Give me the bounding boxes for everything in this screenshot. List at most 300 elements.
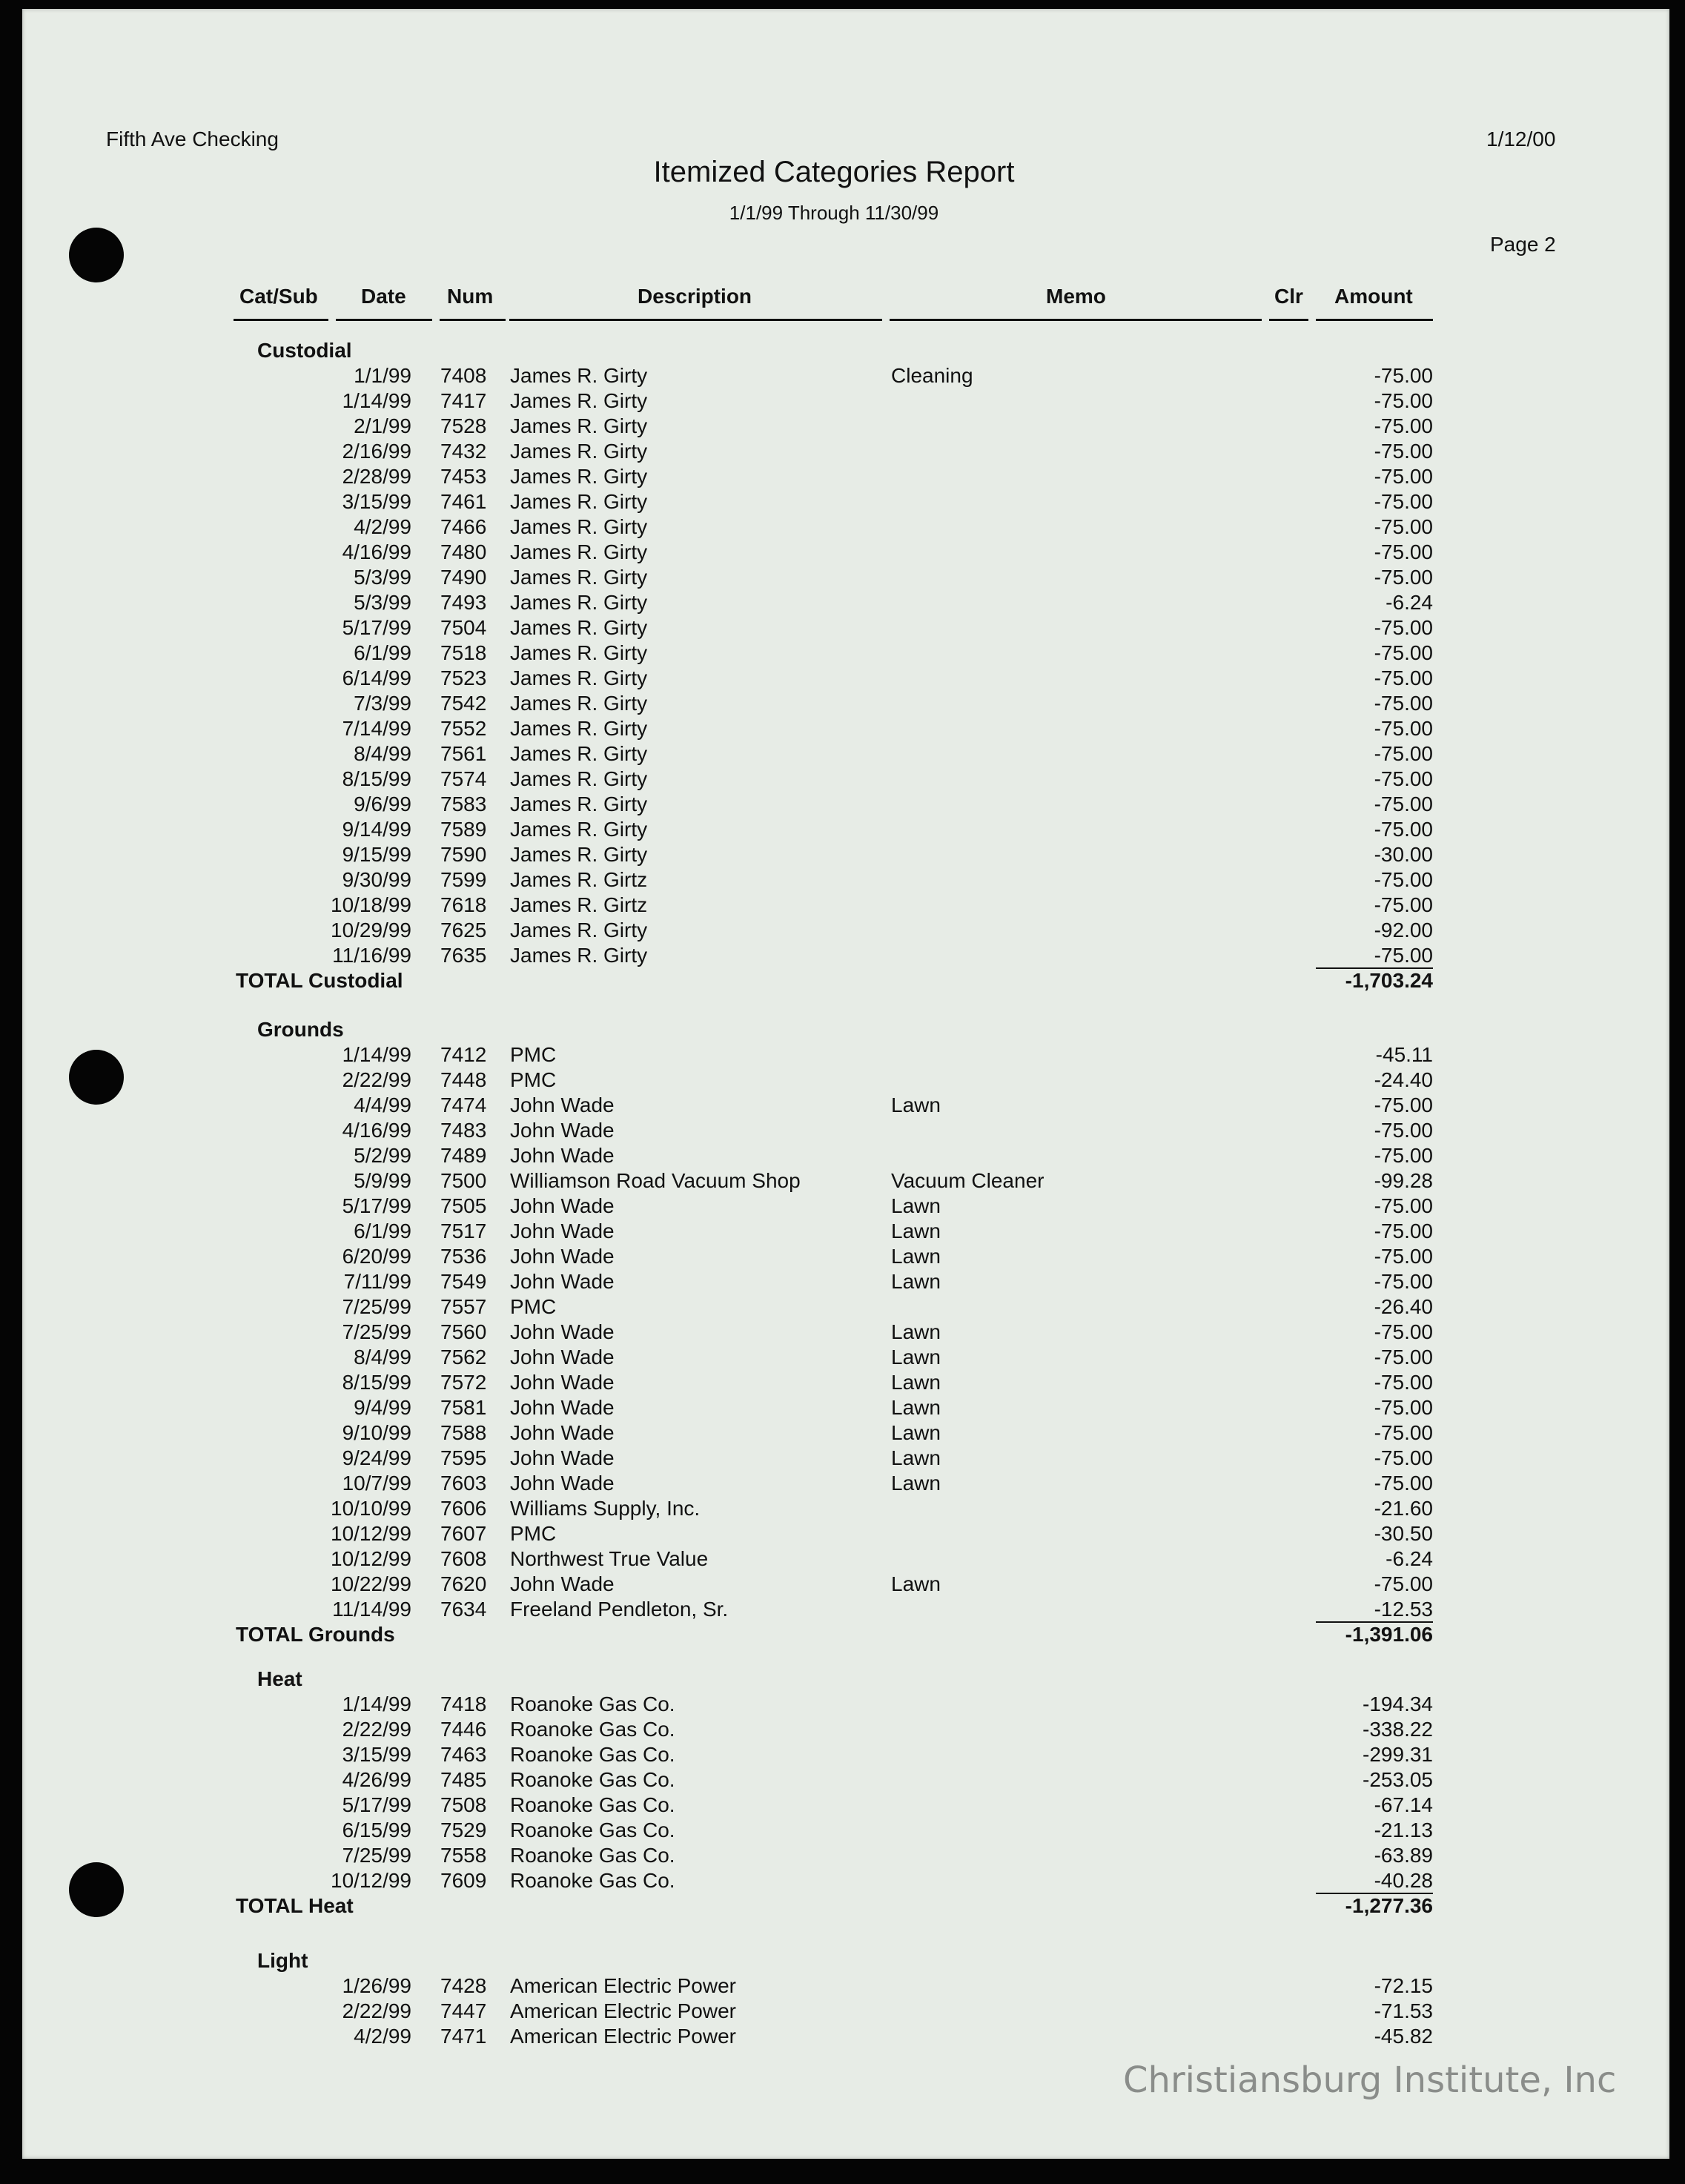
transaction-amount: -99.28 [1374, 1169, 1433, 1192]
transaction-description: Roanoke Gas Co. [510, 1819, 675, 1841]
transaction-amount: -63.89 [1374, 1844, 1433, 1867]
transaction-row [0, 1370, 1685, 1395]
transaction-memo: Lawn [891, 1220, 941, 1242]
transaction-amount: -75.00 [1374, 717, 1433, 740]
transaction-date: 2/22/99 [342, 1718, 411, 1741]
transaction-amount: -75.00 [1374, 490, 1433, 513]
transaction-num: 7523 [440, 666, 487, 689]
transaction-memo: Lawn [891, 1371, 941, 1394]
transaction-row [0, 1345, 1685, 1370]
transaction-description: Roanoke Gas Co. [510, 1743, 675, 1766]
transaction-row [0, 1143, 1685, 1168]
transaction-date: 10/12/99 [331, 1547, 411, 1570]
transaction-row [0, 1868, 1685, 1893]
transaction-date: 7/14/99 [342, 717, 411, 740]
transaction-date: 4/4/99 [354, 1093, 411, 1116]
transaction-memo: Lawn [891, 1572, 941, 1595]
transaction-row [0, 1973, 1685, 1999]
transaction-amount: -75.00 [1374, 1270, 1433, 1293]
transaction-date: 9/30/99 [342, 868, 411, 891]
transaction-num: 7489 [440, 1144, 487, 1167]
transaction-date: 7/25/99 [342, 1295, 411, 1318]
transaction-description: James R. Girty [510, 515, 648, 538]
print-date: 1/12/00 [1486, 128, 1556, 150]
transaction-row [0, 1269, 1685, 1294]
column-header-num: Num [447, 285, 494, 308]
transaction-num: 7461 [440, 490, 487, 513]
transaction-description: Roanoke Gas Co. [510, 1869, 675, 1892]
transaction-num: 7583 [440, 792, 487, 815]
transaction-row [0, 2024, 1685, 2049]
transaction-description: Roanoke Gas Co. [510, 1793, 675, 1816]
transaction-num: 7448 [440, 1068, 487, 1091]
transaction-num: 7453 [440, 465, 487, 488]
transaction-amount: -75.00 [1374, 1220, 1433, 1242]
category-total-row [0, 968, 1685, 993]
transaction-date: 1/14/99 [342, 1692, 411, 1715]
transaction-num: 7428 [440, 1974, 487, 1997]
transaction-row [0, 565, 1685, 590]
transaction-amount: -12.53 [1374, 1598, 1433, 1621]
transaction-amount: -194.34 [1363, 1692, 1433, 1715]
transaction-num: 7599 [440, 868, 487, 891]
transaction-num: 7480 [440, 540, 487, 563]
transaction-memo: Vacuum Cleaner [891, 1169, 1045, 1192]
transaction-num: 7549 [440, 1270, 487, 1293]
transaction-row [0, 1420, 1685, 1446]
transaction-row [0, 540, 1685, 565]
column-header-description: Description [638, 285, 752, 308]
transaction-date: 1/14/99 [342, 389, 411, 412]
transaction-amount: -45.11 [1375, 1043, 1433, 1066]
transaction-description: Williamson Road Vacuum Shop [510, 1169, 801, 1192]
transaction-row [0, 464, 1685, 489]
transaction-date: 9/14/99 [342, 818, 411, 841]
category-name: Light [257, 1949, 308, 1972]
transaction-row [0, 1244, 1685, 1269]
transaction-description: James R. Girty [510, 692, 648, 715]
transaction-amount: -21.60 [1374, 1497, 1433, 1520]
transaction-num: 7418 [440, 1692, 487, 1715]
transaction-amount: -6.24 [1386, 591, 1433, 614]
transaction-row [0, 1521, 1685, 1546]
transaction-date: 4/26/99 [342, 1768, 411, 1791]
transaction-amount: -92.00 [1374, 919, 1433, 942]
transaction-description: John Wade [510, 1320, 615, 1343]
transaction-description: James R. Girty [510, 666, 648, 689]
transaction-amount: -75.00 [1374, 389, 1433, 412]
transaction-num: 7417 [440, 389, 487, 412]
transaction-amount: -26.40 [1374, 1295, 1433, 1318]
transaction-description: Roanoke Gas Co. [510, 1692, 675, 1715]
transaction-memo: Lawn [891, 1320, 941, 1343]
page-number: Page 2 [1490, 233, 1556, 256]
transaction-row [0, 439, 1685, 464]
category-total-row [0, 1893, 1685, 1919]
transaction-num: 7609 [440, 1869, 487, 1892]
transaction-description: Freeland Pendleton, Sr. [510, 1598, 729, 1621]
transaction-num: 7471 [440, 2025, 487, 2048]
transaction-amount: -75.00 [1374, 1144, 1433, 1167]
transaction-description: James R. Girty [510, 843, 648, 866]
transaction-date: 8/4/99 [354, 1346, 411, 1369]
transaction-num: 7572 [440, 1371, 487, 1394]
transaction-date: 7/25/99 [342, 1844, 411, 1867]
transaction-date: 6/1/99 [354, 641, 411, 664]
transaction-date: 8/15/99 [342, 767, 411, 790]
transaction-date: 9/6/99 [354, 792, 411, 815]
transaction-row [0, 943, 1685, 968]
transaction-amount: -75.00 [1374, 1446, 1433, 1469]
transaction-amount: -75.00 [1374, 792, 1433, 815]
category-total-label: TOTAL Custodial [236, 969, 403, 992]
transaction-num: 7518 [440, 641, 487, 664]
transaction-row [0, 691, 1685, 716]
transaction-num: 7485 [440, 1768, 487, 1791]
transaction-memo: Lawn [891, 1093, 941, 1116]
transaction-description: James R. Girty [510, 465, 648, 488]
transaction-date: 4/16/99 [342, 540, 411, 563]
transaction-date: 10/10/99 [331, 1497, 411, 1520]
transaction-num: 7474 [440, 1093, 487, 1116]
transaction-memo: Lawn [891, 1396, 941, 1419]
transaction-amount: -75.00 [1374, 616, 1433, 639]
transaction-date: 5/17/99 [342, 1793, 411, 1816]
transaction-date: 2/1/99 [354, 414, 411, 437]
transaction-description: James R. Girty [510, 616, 648, 639]
transaction-num: 7635 [440, 944, 487, 967]
transaction-description: John Wade [510, 1270, 615, 1293]
transaction-date: 9/10/99 [342, 1421, 411, 1444]
transaction-row [0, 590, 1685, 615]
transaction-description: Roanoke Gas Co. [510, 1844, 675, 1867]
transaction-date: 6/1/99 [354, 1220, 411, 1242]
transaction-date: 2/16/99 [342, 440, 411, 463]
transaction-amount: -75.00 [1374, 692, 1433, 715]
transaction-num: 7618 [440, 893, 487, 916]
transaction-num: 7483 [440, 1119, 487, 1142]
transaction-row [0, 792, 1685, 817]
transaction-num: 7432 [440, 440, 487, 463]
transaction-memo: Lawn [891, 1346, 941, 1369]
transaction-description: James R. Girty [510, 440, 648, 463]
transaction-date: 5/9/99 [354, 1169, 411, 1192]
transaction-num: 7590 [440, 843, 487, 866]
transaction-date: 10/18/99 [331, 893, 411, 916]
transaction-date: 11/14/99 [332, 1598, 411, 1621]
transaction-description: James R. Girtz [510, 868, 648, 891]
transaction-num: 7595 [440, 1446, 487, 1469]
transaction-row [0, 1793, 1685, 1818]
transaction-num: 7574 [440, 767, 487, 790]
transaction-num: 7463 [440, 1743, 487, 1766]
transaction-date: 9/15/99 [342, 843, 411, 866]
transaction-row [0, 893, 1685, 918]
transaction-num: 7560 [440, 1320, 487, 1343]
transaction-row [0, 918, 1685, 943]
transaction-amount: -45.82 [1374, 2025, 1433, 2048]
transaction-amount: -71.53 [1374, 1999, 1433, 2022]
category-total-amount: -1,277.36 [1345, 1894, 1433, 1917]
transaction-num: 7562 [440, 1346, 487, 1369]
watermark: Christiansburg Institute, Inc [1123, 2059, 1617, 2101]
transaction-description: James R. Girty [510, 818, 648, 841]
transaction-num: 7447 [440, 1999, 487, 2022]
transaction-amount: -75.00 [1374, 893, 1433, 916]
category-name: Custodial [257, 339, 352, 362]
transaction-row [0, 1446, 1685, 1471]
transaction-date: 3/15/99 [342, 490, 411, 513]
transaction-row [0, 388, 1685, 414]
transaction-description: James R. Girty [510, 389, 648, 412]
transaction-amount: -75.00 [1374, 1119, 1433, 1142]
transaction-description: James R. Girty [510, 540, 648, 563]
transaction-num: 7517 [440, 1220, 487, 1242]
transaction-description: James R. Girtz [510, 893, 648, 916]
transaction-row [0, 741, 1685, 767]
column-header-clr: Clr [1274, 285, 1303, 308]
transaction-date: 5/3/99 [354, 591, 411, 614]
transaction-date: 7/11/99 [343, 1270, 411, 1293]
transaction-date: 5/17/99 [342, 1194, 411, 1217]
transaction-num: 7446 [440, 1718, 487, 1741]
transaction-description: James R. Girty [510, 944, 648, 967]
transaction-amount: -21.13 [1374, 1819, 1433, 1841]
transaction-description: Williams Supply, Inc. [510, 1497, 701, 1520]
transaction-description: James R. Girty [510, 919, 648, 942]
transaction-description: John Wade [510, 1572, 615, 1595]
report-date-range: 1/1/99 Through 11/30/99 [729, 202, 939, 224]
transaction-amount: -75.00 [1374, 1396, 1433, 1419]
transaction-num: 7581 [440, 1396, 487, 1419]
transaction-amount: -75.00 [1374, 364, 1433, 387]
transaction-date: 5/2/99 [354, 1144, 411, 1167]
transaction-description: James R. Girty [510, 566, 648, 589]
transaction-row [0, 1395, 1685, 1420]
transaction-row [0, 1742, 1685, 1767]
transaction-num: 7608 [440, 1547, 487, 1570]
transaction-amount: -75.00 [1374, 944, 1433, 967]
transaction-memo: Cleaning [891, 364, 973, 387]
transaction-row [0, 641, 1685, 666]
category-total-label: TOTAL Heat [236, 1894, 354, 1917]
transaction-amount: -75.00 [1374, 1245, 1433, 1268]
transaction-num: 7625 [440, 919, 487, 942]
transaction-amount: -30.50 [1374, 1522, 1433, 1545]
transaction-description: John Wade [510, 1220, 615, 1242]
transaction-date: 10/12/99 [331, 1869, 411, 1892]
transaction-num: 7603 [440, 1472, 487, 1495]
transaction-description: Roanoke Gas Co. [510, 1768, 675, 1791]
category-heading [0, 1017, 1685, 1042]
transaction-row [0, 1572, 1685, 1597]
column-header-cat-sub: Cat/Sub [239, 285, 318, 308]
transaction-date: 6/20/99 [342, 1245, 411, 1268]
transaction-amount: -75.00 [1374, 742, 1433, 765]
transaction-row [0, 1843, 1685, 1868]
transaction-description: John Wade [510, 1446, 615, 1469]
transaction-amount: -40.28 [1374, 1869, 1433, 1892]
transaction-row [0, 1496, 1685, 1521]
transaction-description: John Wade [510, 1346, 615, 1369]
category-total-amount: -1,391.06 [1345, 1623, 1433, 1646]
transaction-row [0, 1294, 1685, 1320]
transaction-row [0, 1692, 1685, 1717]
transaction-amount: -75.00 [1374, 414, 1433, 437]
transaction-row [0, 867, 1685, 893]
transaction-amount: -30.00 [1374, 843, 1433, 866]
transaction-num: 7557 [440, 1295, 487, 1318]
transaction-amount: -75.00 [1374, 666, 1433, 689]
transaction-row [0, 1068, 1685, 1093]
transaction-description: James R. Girty [510, 490, 648, 513]
column-header-memo: Memo [1046, 285, 1106, 308]
transaction-date: 11/16/99 [332, 944, 411, 967]
transaction-date: 7/25/99 [342, 1320, 411, 1343]
transaction-num: 7552 [440, 717, 487, 740]
report-title: Itemized Categories Report [653, 156, 1015, 188]
transaction-amount: -24.40 [1374, 1068, 1433, 1091]
transaction-amount: -299.31 [1363, 1743, 1433, 1766]
transaction-memo: Lawn [891, 1446, 941, 1469]
transaction-row [0, 615, 1685, 641]
transaction-description: Northwest True Value [510, 1547, 709, 1570]
transaction-row [0, 767, 1685, 792]
transaction-date: 10/29/99 [331, 919, 411, 942]
transaction-description: James R. Girty [510, 717, 648, 740]
transaction-description: PMC [510, 1043, 557, 1066]
transaction-row [0, 1471, 1685, 1496]
transaction-date: 4/2/99 [354, 2025, 411, 2048]
transaction-description: John Wade [510, 1421, 615, 1444]
transaction-num: 7408 [440, 364, 487, 387]
transaction-num: 7558 [440, 1844, 487, 1867]
transaction-row [0, 489, 1685, 514]
transaction-memo: Lawn [891, 1472, 941, 1495]
transaction-row [0, 1597, 1685, 1622]
transaction-amount: -75.00 [1374, 515, 1433, 538]
category-heading [0, 1667, 1685, 1692]
transaction-description: John Wade [510, 1194, 615, 1217]
transaction-date: 1/1/99 [354, 364, 411, 387]
transaction-num: 7412 [440, 1043, 487, 1066]
transaction-date: 8/15/99 [342, 1371, 411, 1394]
transaction-num: 7529 [440, 1819, 487, 1841]
transaction-amount: -75.00 [1374, 440, 1433, 463]
transaction-description: James R. Girty [510, 792, 648, 815]
transaction-description: PMC [510, 1522, 557, 1545]
transaction-date: 8/4/99 [354, 742, 411, 765]
transaction-amount: -75.00 [1374, 1371, 1433, 1394]
transaction-description: John Wade [510, 1245, 615, 1268]
transaction-num: 7493 [440, 591, 487, 614]
transaction-date: 9/4/99 [354, 1396, 411, 1419]
transaction-num: 7528 [440, 414, 487, 437]
transaction-description: John Wade [510, 1093, 615, 1116]
transaction-description: PMC [510, 1068, 557, 1091]
transaction-num: 7542 [440, 692, 487, 715]
transaction-row [0, 1999, 1685, 2024]
transaction-amount: -75.00 [1374, 1421, 1433, 1444]
transaction-date: 4/2/99 [354, 515, 411, 538]
transaction-amount: -75.00 [1374, 1572, 1433, 1595]
transaction-num: 7508 [440, 1793, 487, 1816]
transaction-row [0, 1320, 1685, 1345]
transaction-date: 6/15/99 [342, 1819, 411, 1841]
transaction-row [0, 414, 1685, 439]
transaction-date: 2/22/99 [342, 1068, 411, 1091]
transaction-amount: -75.00 [1374, 767, 1433, 790]
transaction-description: James R. Girty [510, 414, 648, 437]
category-total-amount: -1,703.24 [1345, 969, 1433, 992]
transaction-row [0, 1168, 1685, 1194]
category-heading [0, 338, 1685, 363]
transaction-num: 7536 [440, 1245, 487, 1268]
transaction-num: 7504 [440, 616, 487, 639]
transaction-date: 6/14/99 [342, 666, 411, 689]
transaction-row [0, 666, 1685, 691]
transaction-amount: -75.00 [1374, 641, 1433, 664]
transaction-num: 7607 [440, 1522, 487, 1545]
transaction-memo: Lawn [891, 1270, 941, 1293]
transaction-date: 5/3/99 [354, 566, 411, 589]
transaction-description: American Electric Power [510, 1974, 736, 1997]
transaction-row [0, 1717, 1685, 1742]
transaction-description: PMC [510, 1295, 557, 1318]
transaction-amount: -75.00 [1374, 1093, 1433, 1116]
transaction-num: 7500 [440, 1169, 487, 1192]
transaction-date: 1/26/99 [342, 1974, 411, 1997]
transaction-row [0, 1219, 1685, 1244]
transaction-amount: -75.00 [1374, 1346, 1433, 1369]
transaction-row [0, 1546, 1685, 1572]
transaction-row [0, 1767, 1685, 1793]
transaction-date: 10/22/99 [331, 1572, 411, 1595]
transaction-description: John Wade [510, 1472, 615, 1495]
transaction-num: 7561 [440, 742, 487, 765]
transaction-amount: -75.00 [1374, 868, 1433, 891]
transaction-description: American Electric Power [510, 1999, 736, 2022]
transaction-amount: -75.00 [1374, 818, 1433, 841]
transaction-amount: -338.22 [1363, 1718, 1433, 1741]
transaction-num: 7634 [440, 1598, 487, 1621]
transaction-row [0, 514, 1685, 540]
transaction-description: John Wade [510, 1144, 615, 1167]
transaction-description: James R. Girty [510, 591, 648, 614]
transaction-num: 7588 [440, 1421, 487, 1444]
category-heading [0, 1948, 1685, 1973]
category-total-row [0, 1622, 1685, 1647]
transaction-description: John Wade [510, 1396, 615, 1419]
transaction-num: 7490 [440, 566, 487, 589]
transaction-amount: -67.14 [1374, 1793, 1433, 1816]
category-name: Grounds [257, 1018, 344, 1041]
transaction-row [0, 1818, 1685, 1843]
transaction-row [0, 1042, 1685, 1068]
transaction-date: 1/14/99 [342, 1043, 411, 1066]
transaction-description: John Wade [510, 1371, 615, 1394]
transaction-date: 3/15/99 [342, 1743, 411, 1766]
transaction-row [0, 817, 1685, 842]
transaction-num: 7620 [440, 1572, 487, 1595]
transaction-row [0, 363, 1685, 388]
transaction-date: 7/3/99 [354, 692, 411, 715]
transaction-date: 10/7/99 [342, 1472, 411, 1495]
transaction-date: 4/16/99 [342, 1119, 411, 1142]
transaction-amount: -75.00 [1374, 540, 1433, 563]
transaction-description: American Electric Power [510, 2025, 736, 2048]
transaction-description: John Wade [510, 1119, 615, 1142]
